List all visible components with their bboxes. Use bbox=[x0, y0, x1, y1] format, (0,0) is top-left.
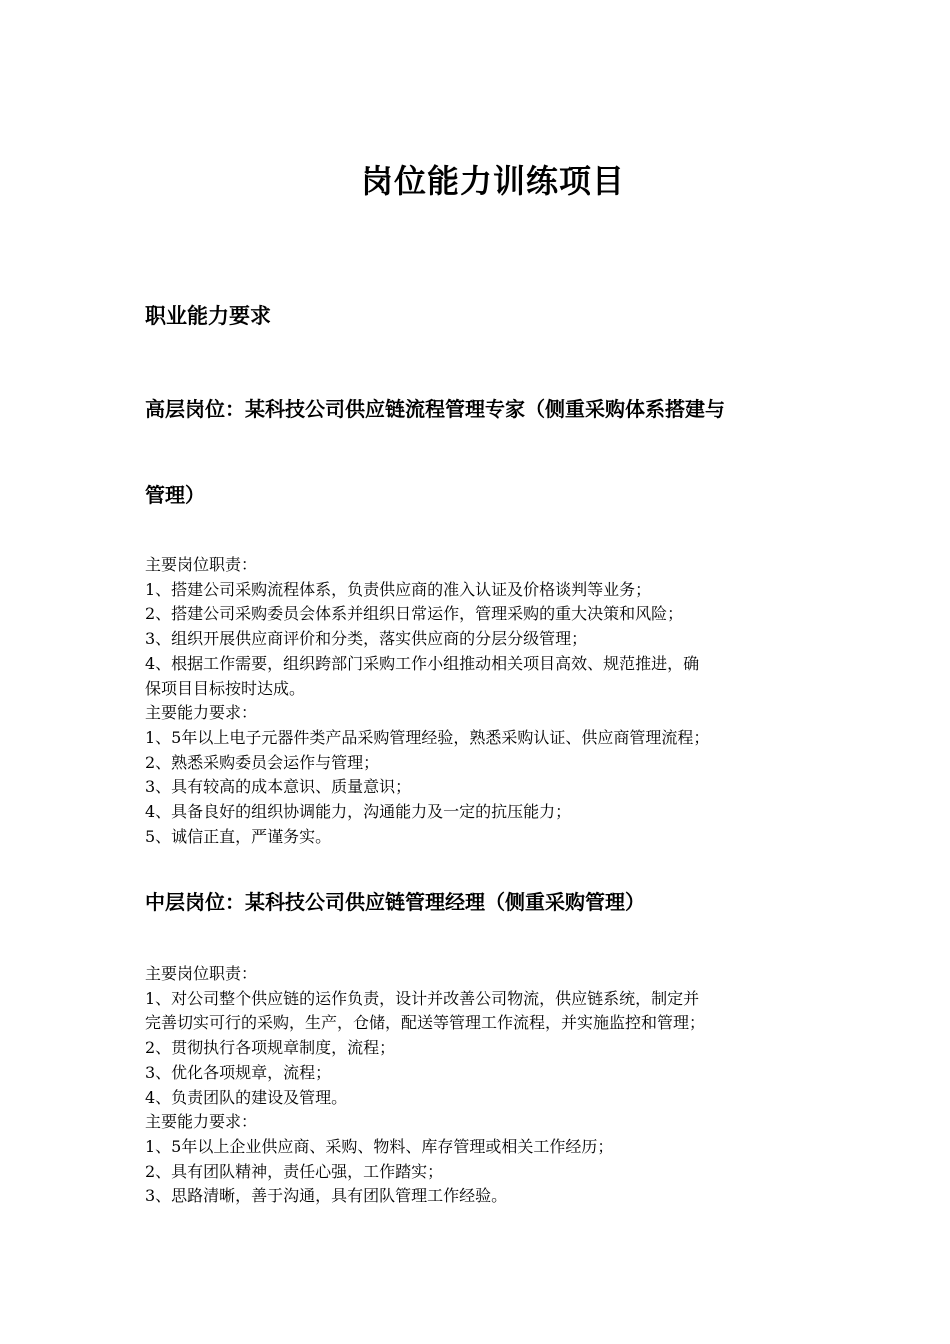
senior-heading-line1: 高层岗位：某科技公司供应链流程管理专家（侧重采购体系搭建与 bbox=[145, 397, 725, 421]
senior-line: 主要岗位职责： bbox=[145, 555, 258, 574]
middle-line: 1、对公司整个供应链的运作负责，设计并改善公司物流，供应链系统，制定并 bbox=[145, 988, 700, 1008]
senior-line: 1、搭建公司采购流程体系，负责供应商的准入认证及价格谈判等业务； bbox=[145, 579, 652, 599]
middle-line: 2、贯彻执行各项规章制度，流程； bbox=[145, 1038, 396, 1058]
senior-line: 主要能力要求： bbox=[145, 703, 258, 723]
senior-line: 5、诚信正直，严谨务实。 bbox=[145, 826, 332, 846]
senior-line: 保项目目标按时达成。 bbox=[145, 678, 306, 698]
middle-line: 完善切实可行的采购，生产，仓储，配送等管理工作流程，并实施监控和管理； bbox=[145, 1013, 706, 1033]
middle-line: 3、思路清晰，善于沟通，具有团队管理工作经验。 bbox=[145, 1186, 508, 1206]
senior-line: 3、组织开展供应商评价和分类，落实供应商的分层分级管理； bbox=[145, 629, 588, 649]
middle-line: 主要岗位职责： bbox=[145, 964, 258, 983]
senior-line: 4、根据工作需要，组织跨部门采购工作小组推动相关项目高效、规范推进，确 bbox=[145, 653, 700, 673]
senior-body bbox=[145, 553, 815, 849]
senior-heading-line2: 管理） bbox=[145, 483, 205, 507]
middle-body bbox=[145, 962, 815, 1209]
document-title: 岗位能力训练项目 bbox=[360, 162, 625, 200]
middle-line: 1、5年以上企业供应商、采购、物料、库存管理或相关工作经历； bbox=[145, 1136, 614, 1156]
middle-line: 4、负责团队的建设及管理。 bbox=[145, 1087, 348, 1107]
section-heading: 职业能力要求 bbox=[145, 304, 271, 328]
senior-line: 2、搭建公司采购委员会体系并组织日常运作，管理采购的重大决策和风险； bbox=[145, 604, 684, 624]
senior-line: 3、具有较高的成本意识、质量意识； bbox=[145, 777, 412, 797]
middle-line: 3、优化各项规章，流程； bbox=[145, 1062, 332, 1082]
middle-heading: 中层岗位：某科技公司供应链管理经理（侧重采购管理） bbox=[145, 890, 645, 914]
senior-line: 4、具备良好的组织协调能力，沟通能力及一定的抗压能力； bbox=[145, 802, 572, 822]
middle-line: 2、具有团队精神，责任心强，工作踏实； bbox=[145, 1161, 444, 1181]
senior-line: 2、熟悉采购委员会运作与管理； bbox=[145, 752, 380, 772]
senior-line: 1、5年以上电子元器件类产品采购管理经验，熟悉采购认证、供应商管理流程； bbox=[145, 727, 710, 747]
middle-line: 主要能力要求： bbox=[145, 1112, 258, 1132]
